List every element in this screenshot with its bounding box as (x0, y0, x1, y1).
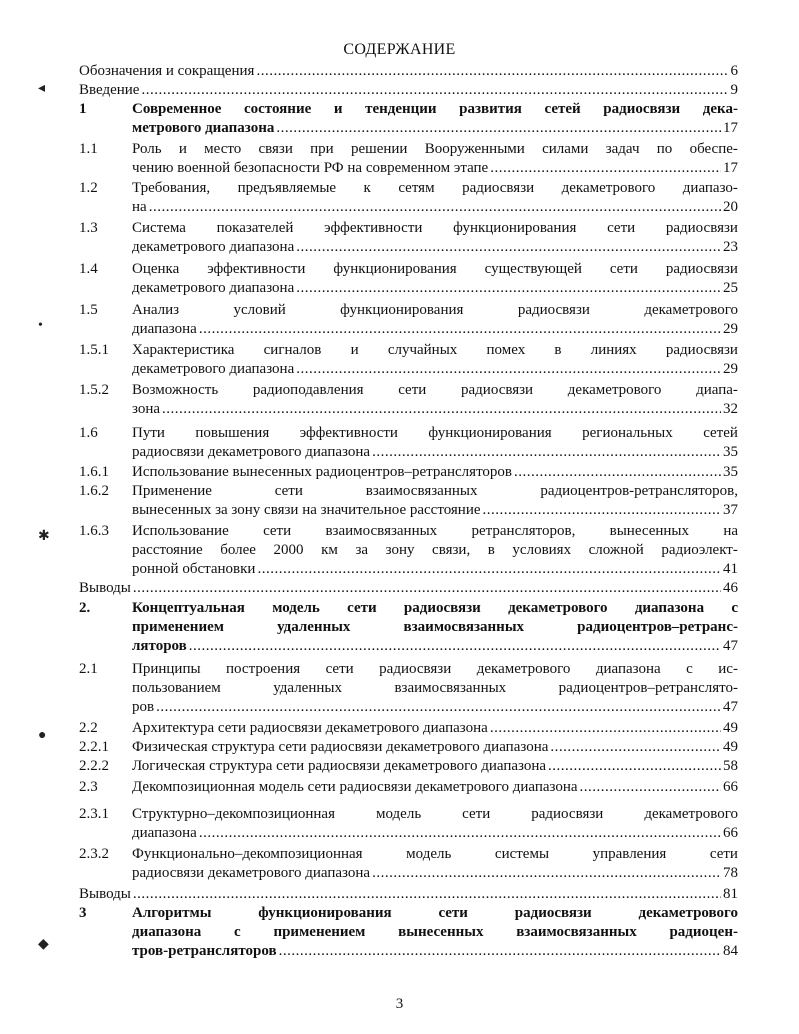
toc-entry-text: декаметрового диапазона (132, 361, 295, 377)
toc-entry-text: Возможность радиоподавления сети радиосвязи декаметрового диапа- (132, 382, 738, 398)
toc-entry-page: 23 (723, 239, 738, 255)
dot-leader (141, 81, 728, 100)
toc-entry-text: ляторов (132, 638, 187, 654)
toc-entry-page: 41 (723, 561, 738, 577)
dot-leader (162, 400, 721, 419)
toc-entry (79, 719, 738, 738)
toc-entry-number: 1.5.2 (79, 382, 109, 398)
toc-entry-text: Физическая структура сети радиосвязи декаметрового диапазона (132, 739, 549, 755)
dot-leader (296, 238, 721, 257)
scan-mark: ● (38, 728, 47, 743)
toc-entry-text: Выводы (79, 580, 131, 596)
dot-leader (189, 637, 721, 656)
toc-entry (79, 100, 738, 138)
toc-entry-text: Алгоритмы функционирования сети радиосвязи декаметрового (132, 905, 738, 921)
toc-entry-text: Применение сети взаимосвязанных радиоцентров-ретрансляторов, (132, 483, 738, 499)
toc-entry (79, 885, 738, 904)
toc-entry-text: расстояние более 2000 км за зону связи, в условиях сложной радиоэлект- (132, 542, 738, 558)
toc-entry-page: 25 (723, 280, 738, 296)
toc-entry-text: радиосвязи декаметрового диапазона (132, 444, 371, 460)
toc-entry-number: 3 (79, 905, 87, 921)
toc-entry (79, 482, 738, 520)
toc-entry-text: ров (132, 699, 155, 715)
toc-entry-page: 29 (723, 321, 738, 337)
toc-entry-number: 1.5.1 (79, 342, 109, 358)
toc-entry (79, 260, 738, 298)
toc-entry-text: Обозначения и сокращения (79, 63, 255, 79)
toc-entry-number: 1.6.3 (79, 523, 109, 539)
dot-leader (199, 320, 721, 339)
toc-entry-page: 35 (723, 444, 738, 460)
toc-entry (79, 463, 738, 482)
toc-entry-page: 32 (723, 401, 738, 417)
toc-entry-text: Функционально–декомпозиционная модель системы управления сети (132, 846, 738, 862)
toc-entry-text: радиосвязи декаметрового диапазона (132, 865, 371, 881)
toc-entry (79, 579, 738, 598)
toc-entry-number: 1.5 (79, 302, 98, 318)
toc-entry (79, 81, 738, 100)
toc-entry-text: Логическая структура сети радиосвязи декаметрового диапазона (132, 758, 547, 774)
toc-entry (79, 738, 738, 757)
toc-entry-page: 66 (723, 779, 738, 795)
toc-entry-page: 66 (723, 825, 738, 841)
toc-entry-text: Характеристика сигналов и случайных помех в линиях радиосвязи (132, 342, 738, 358)
dot-leader (199, 824, 721, 843)
toc-entry-text: диапазона (132, 825, 197, 841)
toc-entry-text: Требования, предъявляемые к сетям радиосвязи декаметрового диапазо- (132, 180, 738, 196)
dot-leader (133, 579, 721, 598)
dot-leader (580, 778, 721, 797)
toc-entry (79, 904, 738, 961)
toc-entry-page: 6 (730, 63, 738, 79)
toc-entry-page: 17 (723, 120, 738, 136)
toc-entry-number: 1.6 (79, 425, 98, 441)
toc-entry-number: 2.2 (79, 720, 98, 736)
toc-entry-text: Использование вынесенных радиоцентров–ретрансляторов (132, 464, 513, 480)
toc-entry-text: диапазона (132, 321, 197, 337)
toc-entry-page: 20 (723, 199, 738, 215)
dot-leader (372, 443, 721, 462)
toc-entry (79, 845, 738, 883)
toc-entry-number: 2.3.2 (79, 846, 109, 862)
dot-leader (490, 159, 721, 178)
toc-entry-text: декаметрового диапазона (132, 280, 295, 296)
dot-leader (296, 360, 721, 379)
toc-entry-text: диапазона с применением вынесенных взаимосвязанных радиоцен- (132, 924, 738, 940)
dot-leader (256, 62, 728, 81)
toc-entry (79, 660, 738, 717)
toc-entry-text: ронной обстановки (132, 561, 256, 577)
toc-entry-page: 81 (723, 886, 738, 902)
toc-entry-page: 49 (723, 739, 738, 755)
toc-entry-page: 58 (723, 758, 738, 774)
dot-leader (372, 864, 721, 883)
toc-entry-number: 1.4 (79, 261, 98, 277)
toc-entry-text: Структурно–декомпозиционная модель сети радиосвязи декаметрового (132, 806, 738, 822)
toc-entry-text: Декомпозиционная модель сети радиосвязи декаметрового диапазона (132, 779, 578, 795)
page-title: СОДЕРЖАНИЕ (343, 41, 456, 58)
dot-leader (514, 463, 721, 482)
toc-entry-text: Архитектура сети радиосвязи декаметрового диапазона (132, 720, 488, 736)
toc-entry-text: чению военной безопасности РФ на современном этапе (132, 160, 489, 176)
toc-entry (79, 805, 738, 843)
dot-leader (257, 560, 721, 579)
toc-entry-text: Оценка эффективности функционирования существующей сети радиосвязи (132, 261, 738, 277)
toc-entry-page: 49 (723, 720, 738, 736)
toc-entry-text: Использование сети взаимосвязанных ретрансляторов, вынесенных на (132, 523, 738, 539)
toc-entry-number: 2.2.1 (79, 739, 109, 755)
toc-entry-page: 46 (723, 580, 738, 596)
toc-entry-number: 2.3 (79, 779, 98, 795)
toc-entry-text: Современное состояние и тенденции развития сетей радиосвязи дека- (132, 101, 738, 117)
toc-entry (79, 179, 738, 217)
dot-leader (149, 198, 721, 217)
toc-entry (79, 522, 738, 579)
toc-entry-text: Принципы построения сети радиосвязи декаметрового диапазона с ис- (132, 661, 738, 677)
toc-entry-number: 1.6.2 (79, 483, 109, 499)
toc-entry-number: 1.1 (79, 141, 98, 157)
toc-entry-page: 78 (723, 865, 738, 881)
toc-entry-number: 1.6.1 (79, 464, 109, 480)
toc-entry-page: 47 (723, 638, 738, 654)
toc-entry (79, 424, 738, 462)
toc-entry-text: декаметрового диапазона (132, 239, 295, 255)
scan-mark: ◆ (38, 937, 49, 952)
toc-entry-text: вынесенных за зону связи на значительное расстояние (132, 502, 481, 518)
toc-entry (79, 599, 738, 656)
scan-mark: • (38, 318, 43, 333)
toc-entry (79, 62, 738, 81)
toc-entry-text: Концептуальная модель сети радиосвязи декаметрового диапазона с (132, 600, 738, 616)
toc-entry-number: 2. (79, 600, 91, 616)
dot-leader (548, 757, 721, 776)
toc-entry-number: 2.2.2 (79, 758, 109, 774)
toc-entry-text: Пути повышения эффективности функционирования региональных сетей (132, 425, 738, 441)
toc-entry (79, 341, 738, 379)
toc-entry-number: 1 (79, 101, 87, 117)
dot-leader (296, 279, 721, 298)
toc-entry (79, 381, 738, 419)
toc-entry-page: 17 (723, 160, 738, 176)
dot-leader (279, 942, 721, 961)
toc-entry-page: 35 (723, 464, 738, 480)
toc-entry-page: 37 (723, 502, 738, 518)
toc-entry-page: 47 (723, 699, 738, 715)
toc-entry-page: 29 (723, 361, 738, 377)
toc-entry (79, 219, 738, 257)
toc-entry-text: Система показателей эффективности функционирования сети радиосвязи (132, 220, 738, 236)
dot-leader (133, 885, 721, 904)
toc-entry (79, 757, 738, 776)
page-number: 3 (395, 996, 404, 1012)
toc-entry-number: 1.2 (79, 180, 98, 196)
toc-entry-text: Введение (79, 82, 140, 98)
toc-entry-page: 9 (730, 82, 738, 98)
dot-leader (156, 698, 721, 717)
toc-entry-text: применением удаленных взаимосвязанных радиоцентров–ретранс- (132, 619, 738, 635)
scan-mark: ✱ (38, 529, 50, 544)
toc-entry-text: пользованием удаленных взаимосвязанных радиоцентров–ретранслято- (132, 680, 738, 696)
toc-entry-text: Анализ условий функционирования радиосвязи декаметрового (132, 302, 738, 318)
table-of-contents (79, 62, 738, 961)
dot-leader (490, 719, 721, 738)
scan-mark: ◂ (38, 81, 46, 96)
toc-entry (79, 778, 738, 797)
dot-leader (276, 119, 721, 138)
toc-entry-text: Выводы (79, 886, 131, 902)
toc-entry-number: 1.3 (79, 220, 98, 236)
toc-entry (79, 140, 738, 178)
toc-entry-text: на (132, 199, 147, 215)
dot-leader (483, 501, 721, 520)
toc-entry-number: 2.3.1 (79, 806, 109, 822)
dot-leader (550, 738, 721, 757)
toc-entry-text: тров-ретрансляторов (132, 943, 277, 959)
toc-entry-text: зона (132, 401, 161, 417)
toc-entry (79, 301, 738, 339)
toc-entry-text: Роль и место связи при решении Вооруженными силами задач по обеспе- (132, 141, 738, 157)
toc-entry-text: метрового диапазона (132, 120, 275, 136)
toc-entry-number: 2.1 (79, 661, 98, 677)
toc-entry-page: 84 (723, 943, 738, 959)
